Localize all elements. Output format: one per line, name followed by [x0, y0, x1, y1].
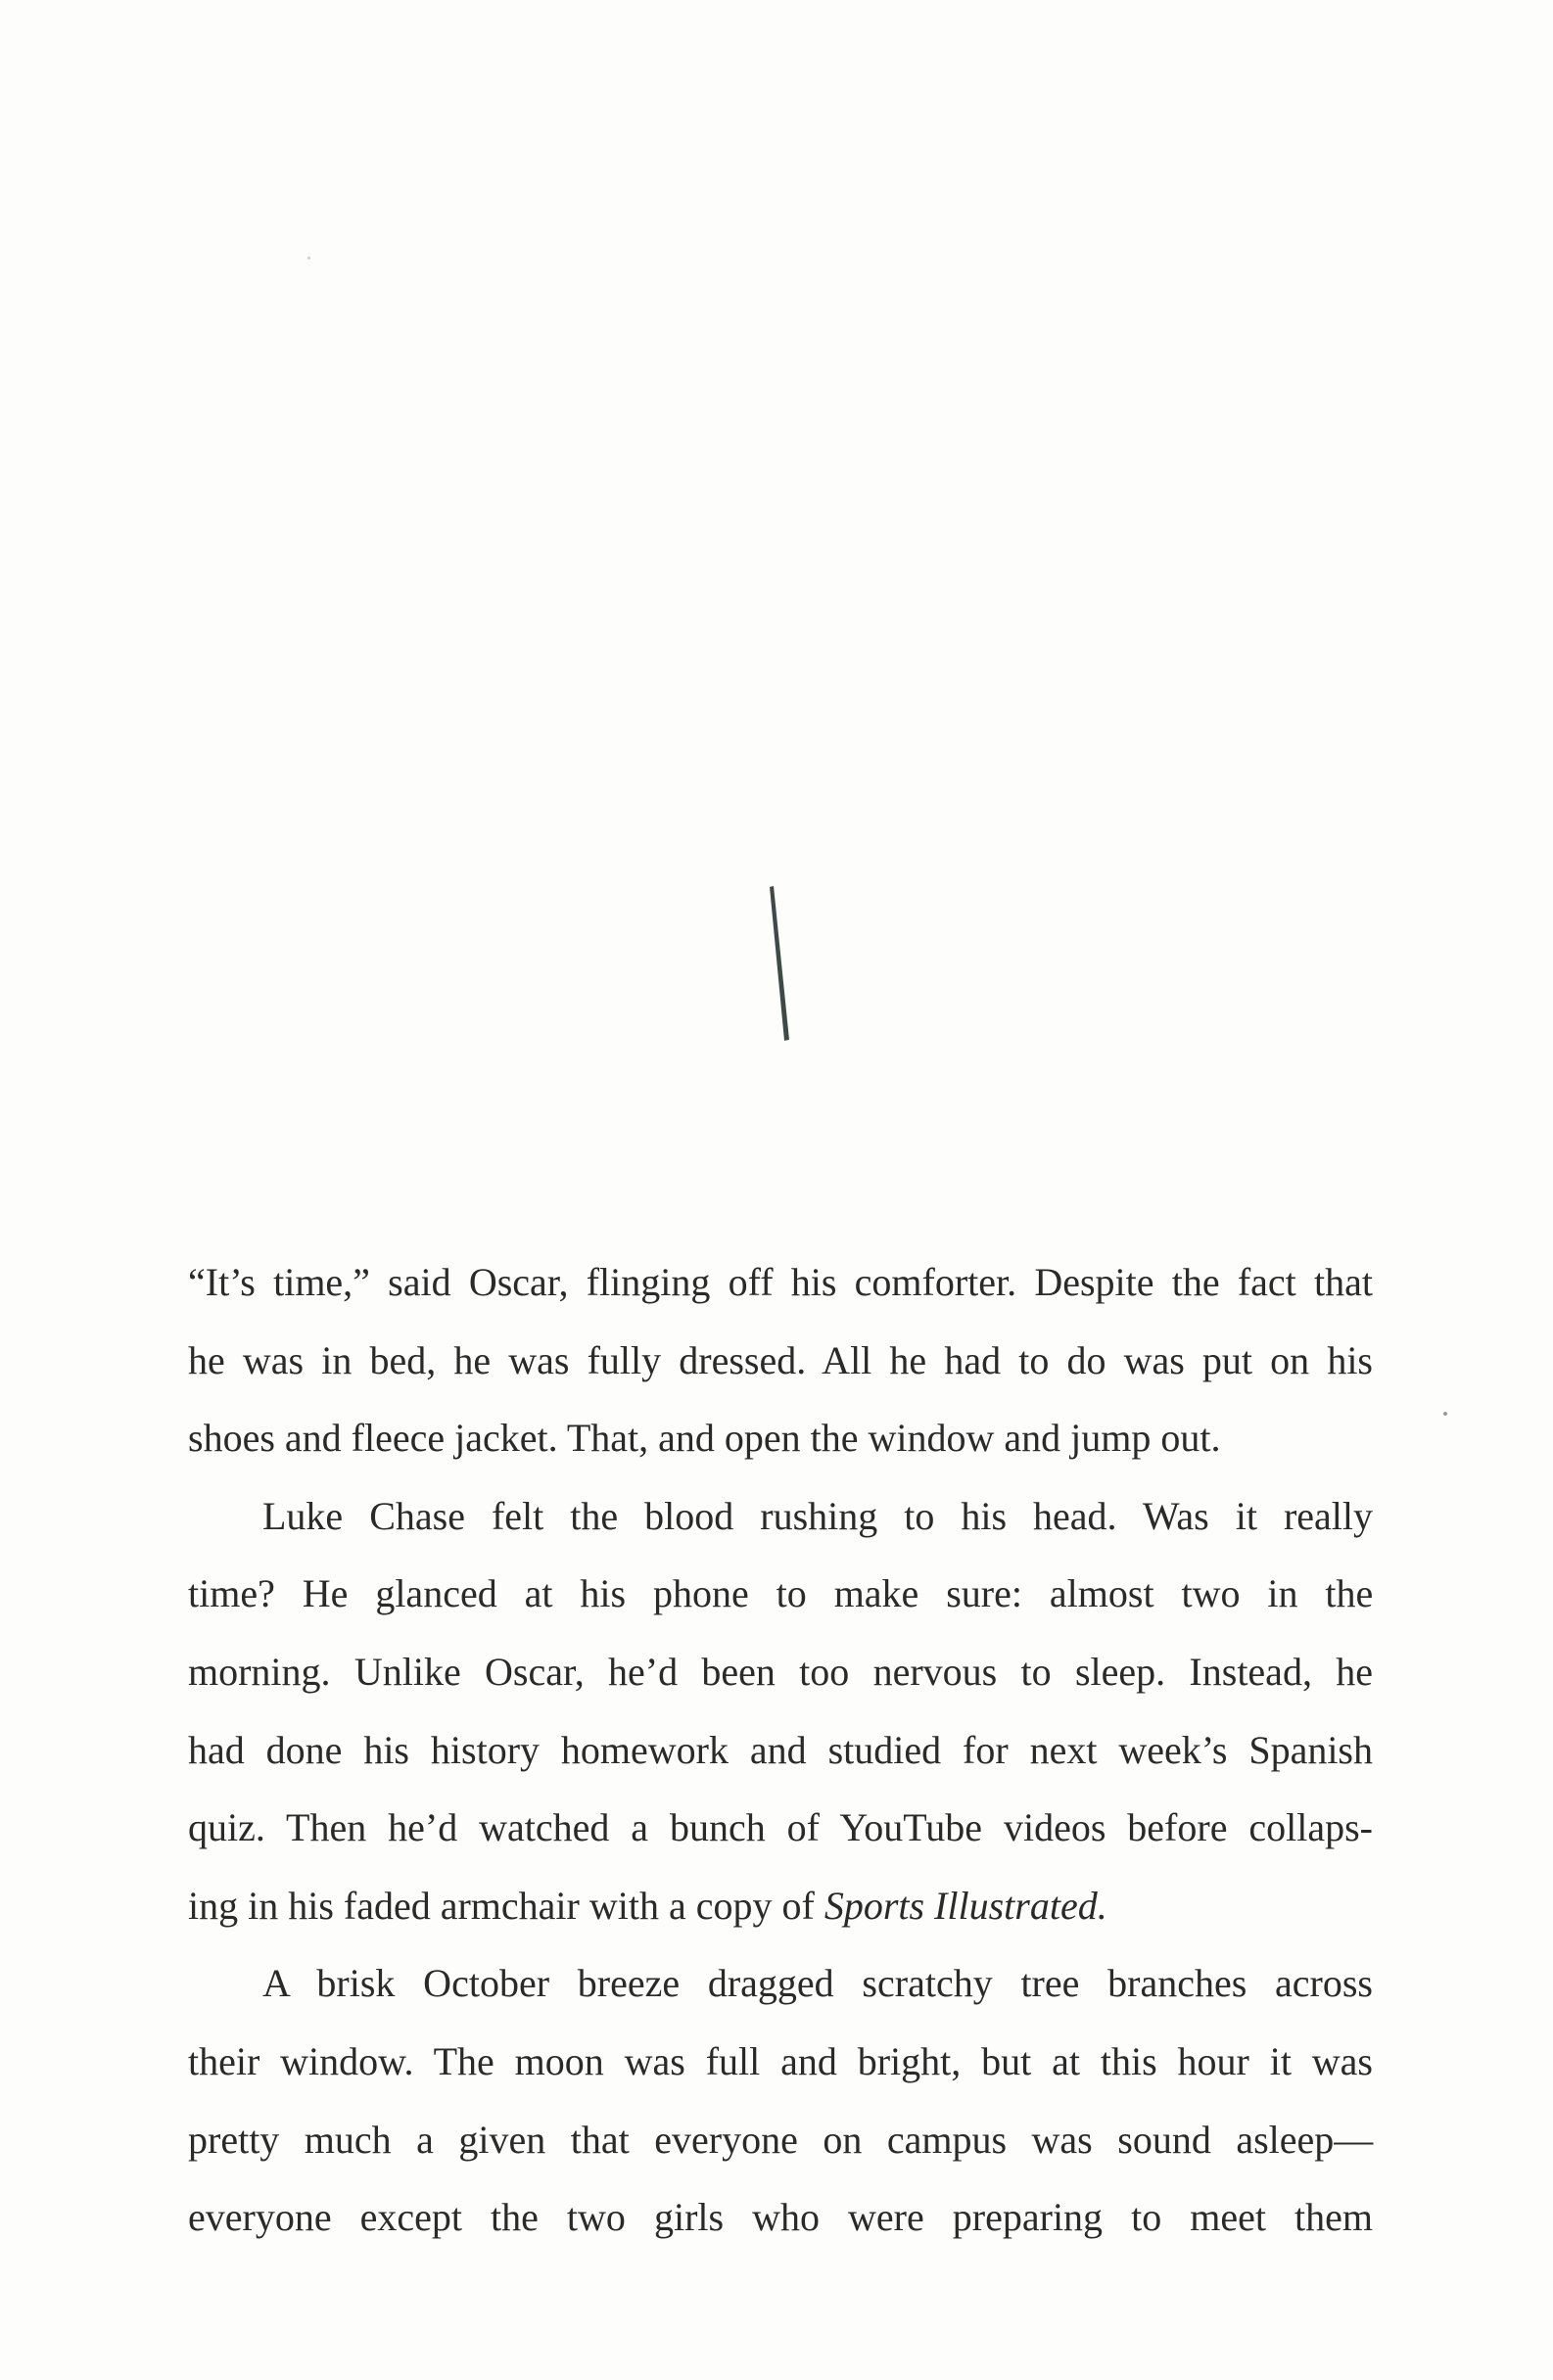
paragraph-2 — [188, 1477, 1373, 1945]
paragraph-1 — [188, 1243, 1373, 1477]
scan-speck — [1443, 1412, 1447, 1416]
text-line — [188, 1867, 1373, 1945]
chapter-numeral-glyph — [754, 881, 803, 1048]
text-line — [188, 1477, 1373, 1556]
text-run: their window. The moon was full and bright, but at this hour it was — [188, 2038, 1373, 2083]
text-line — [188, 2023, 1373, 2101]
text-run: “It’s time,” said Oscar, flinging off his comforter. Despite the fact that — [188, 1260, 1373, 1304]
text-run: everyone except the two girls who were preparing to meet them — [188, 2195, 1373, 2240]
text-run: Luke Chase felt the blood rushing to his head. Was it really — [262, 1493, 1373, 1538]
text-run: morning. Unlike Oscar, he’d been too nervous to sleep. Instead, he — [188, 1649, 1373, 1694]
text-line — [188, 1555, 1373, 1633]
scan-speck — [307, 257, 310, 259]
body-text — [188, 1243, 1373, 2257]
paragraph-3 — [188, 1944, 1373, 2256]
text-run: ing in his faded armchair with a copy of — [188, 1883, 824, 1928]
text-line — [188, 2178, 1373, 2257]
text-run: quiz. Then he’d watched a bunch of YouTube videos before collaps- — [188, 1805, 1373, 1850]
text-line — [188, 1944, 1373, 2023]
text-line — [188, 2101, 1373, 2179]
italic-title: Sports Illustrated. — [824, 1883, 1107, 1928]
text-run: pretty much a given that everyone on campus was sound asleep— — [188, 2117, 1374, 2162]
chapter-number — [754, 881, 803, 1048]
text-run: he was in bed, he was fully dressed. All he had to do was put on his — [188, 1337, 1373, 1382]
text-run: time? He glanced at his phone to make sure: almost two in the — [188, 1571, 1374, 1616]
text-line — [188, 1711, 1373, 1790]
text-line — [188, 1243, 1373, 1322]
text-run: A brisk October breeze dragged scratchy tree branches across — [262, 1961, 1373, 2006]
text-line — [188, 1633, 1373, 1711]
chapter-number-text — [754, 1048, 755, 1049]
text-line — [188, 1789, 1373, 1867]
text-line — [188, 1322, 1373, 1400]
text-line — [188, 1399, 1373, 1477]
text-run: shoes and fleece jacket. That, and open the window and jump out. — [188, 1416, 1221, 1461]
text-run: had done his history homework and studied for next week’s Spanish — [188, 1727, 1373, 1772]
